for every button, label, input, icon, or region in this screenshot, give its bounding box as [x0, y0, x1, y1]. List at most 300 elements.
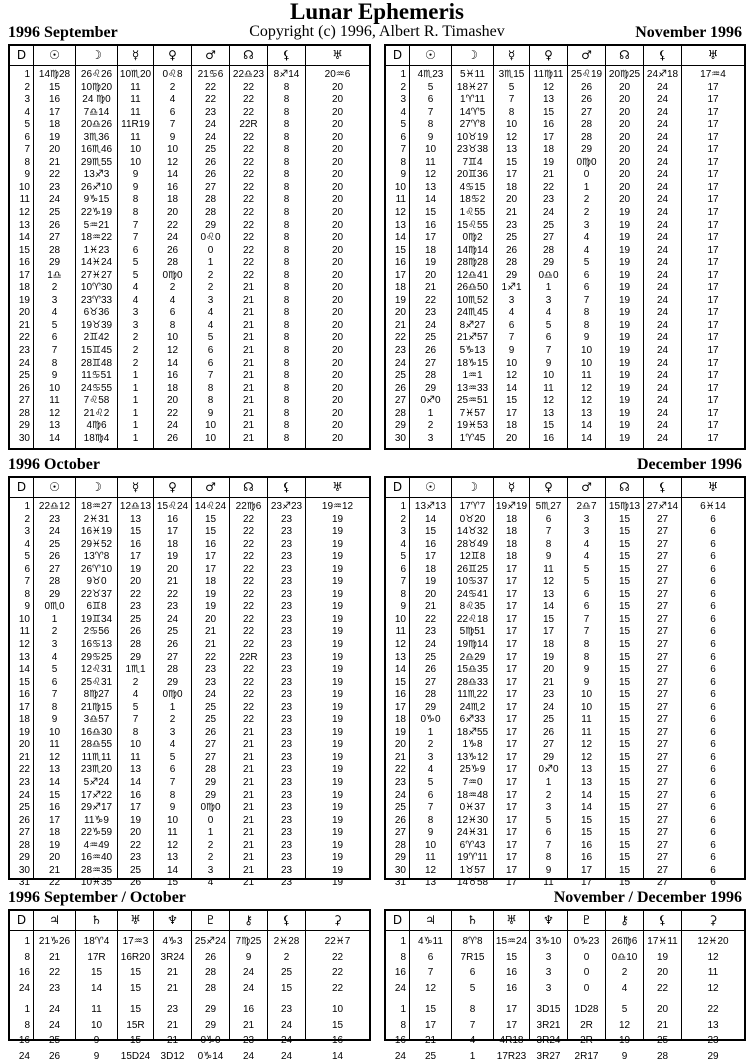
table-cell: 20♍25 — [606, 69, 643, 82]
table-cell: 11 — [34, 739, 75, 752]
table-cell: 0♑0 — [410, 714, 451, 727]
table-cell: 8♌35 — [452, 601, 493, 614]
table-cell: 0♑0 — [192, 1033, 229, 1049]
table-cell: 1 — [118, 420, 153, 433]
table-cell: 17 — [494, 614, 529, 627]
table-cell: 26 — [192, 727, 229, 740]
table-cell: 5♍51 — [452, 626, 493, 639]
table-cell: 7 — [154, 777, 191, 790]
table-cell: 19 — [306, 802, 369, 815]
table-cell: 17 — [682, 182, 744, 195]
table-cell: 28 — [154, 257, 191, 270]
day-number: 23 — [10, 777, 33, 790]
table-column — [118, 478, 154, 878]
column-header-2: ☽ — [76, 46, 117, 66]
table-cell: 10♏20 — [118, 69, 153, 82]
day-number: 26 — [10, 815, 33, 828]
day-number: 28 — [386, 840, 409, 853]
table-cell: 29 — [192, 1018, 229, 1034]
table-cell: 20 — [606, 157, 643, 170]
table-cell: 15 — [606, 526, 643, 539]
table-cell: 24 — [410, 320, 451, 333]
table-cell: 25 — [118, 865, 153, 878]
table-cell: 22♎12 — [34, 501, 75, 514]
table-cell: 15 — [192, 526, 229, 539]
table-cell: 3♏15 — [494, 69, 529, 82]
day-number: 26 — [386, 383, 409, 396]
table-cell: 22 — [154, 589, 191, 602]
table-cell: 4 — [568, 232, 605, 245]
table-cell: 20 — [606, 132, 643, 145]
table-cell: 22 — [410, 295, 451, 308]
table-cell: 8 — [268, 82, 305, 95]
column-header-6: ⚷ — [606, 911, 643, 931]
table-cell: 19 — [306, 626, 369, 639]
table-cell: 7 — [410, 802, 451, 815]
table-cell: 13 — [410, 182, 451, 195]
table-cell: 17 — [494, 764, 529, 777]
day-number: 1 — [386, 934, 409, 950]
table-cell: 8 — [268, 270, 305, 283]
table-cell: 7 — [568, 295, 605, 308]
table-cell: 21 — [644, 1018, 681, 1034]
column-header-0: D — [386, 46, 409, 66]
table-cell: 7 — [154, 119, 191, 132]
table-cell: 13 — [568, 764, 605, 777]
table-cell: 24 ♍0 — [76, 94, 117, 107]
table-cell: 17 — [494, 169, 529, 182]
table-cell: 17 — [682, 245, 744, 258]
table-cell: 22♓7 — [306, 934, 369, 950]
table-cell: 19 — [606, 383, 643, 396]
table-cell: 18 — [530, 144, 567, 157]
table-cell: 27 — [644, 601, 681, 614]
table-column — [530, 46, 568, 448]
table-cell: 17 — [494, 739, 529, 752]
table-cell: 15 — [606, 652, 643, 665]
table-cell: 7 — [568, 626, 605, 639]
day-number: 8 — [10, 157, 33, 170]
day-number: 1 — [386, 501, 409, 514]
column-body — [494, 66, 529, 448]
table-cell: 23 — [268, 714, 305, 727]
table-cell: 7 — [494, 94, 529, 107]
table-cell: 18♋2 — [452, 194, 493, 207]
day-number: 8 — [386, 157, 409, 170]
table-cell: 21 — [530, 677, 567, 690]
table-cell: 26 — [154, 639, 191, 652]
table-cell: 27 — [644, 764, 681, 777]
table-column — [410, 46, 452, 448]
table-cell: 28 — [568, 132, 605, 145]
table-cell: 1♈45 — [452, 433, 493, 446]
table-cell: 27 — [644, 576, 681, 589]
column-header-2: ♄ — [452, 911, 493, 931]
table-column — [452, 478, 494, 878]
table-cell: 24 — [34, 526, 75, 539]
day-number: 14 — [386, 232, 409, 245]
table-cell: 24 — [644, 107, 681, 120]
day-number: 20 — [10, 307, 33, 320]
table-cell: 15 — [268, 981, 305, 997]
table-cell: 19♊34 — [76, 614, 117, 627]
table-cell: 22 — [230, 144, 267, 157]
table-cell: 28 — [530, 245, 567, 258]
table-cell: 4♒49 — [76, 840, 117, 853]
table-cell: 10 — [154, 815, 191, 828]
table-cell: 23♏20 — [76, 764, 117, 777]
table-cell: 0♍0 — [154, 270, 191, 283]
table-cell: 9♉0 — [76, 576, 117, 589]
table-cell: 24♏45 — [452, 307, 493, 320]
table-cell: 6 — [154, 107, 191, 120]
table-cell: 24 — [530, 207, 567, 220]
table-cell: 1 — [118, 383, 153, 396]
table-cell: 26 — [34, 551, 75, 564]
table-cell: 22♍6 — [230, 501, 267, 514]
column-body — [644, 498, 681, 890]
table-cell: 24 — [34, 1002, 75, 1018]
table-cell: 27 — [644, 752, 681, 765]
day-number: 30 — [386, 433, 409, 446]
table-cell: 24 — [268, 1018, 305, 1034]
table-cell: 0♏0 — [34, 601, 75, 614]
table-cell: 6 — [682, 739, 744, 752]
table-cell: 19 — [606, 245, 643, 258]
table-cell: 15 — [606, 639, 643, 652]
table-cell: 19 — [644, 950, 681, 966]
table-column — [644, 478, 682, 878]
table-cell: 10♈30 — [76, 282, 117, 295]
table-columns — [386, 478, 744, 878]
table-cell: 27 — [410, 677, 451, 690]
table-cell: 2♊42 — [76, 332, 117, 345]
table-cell: 23 — [34, 514, 75, 527]
table-cell: 5 — [452, 981, 493, 997]
table-cell: 3 — [568, 220, 605, 233]
table-cell: 1 — [410, 727, 451, 740]
table-cell: 29 — [118, 652, 153, 665]
table-cell: 11 — [118, 752, 153, 765]
table-cell: 28♉49 — [452, 539, 493, 552]
table-cell: 7 — [34, 689, 75, 702]
column-body — [568, 66, 605, 448]
table-cell: 10♍20 — [76, 82, 117, 95]
table-cell: 18♒48 — [452, 790, 493, 803]
table-cell: 5 — [192, 332, 229, 345]
table-cell: 20 — [306, 295, 369, 308]
table-cell: 8 — [34, 702, 75, 715]
table-cell: 27 — [644, 664, 681, 677]
column-header-0: D — [10, 46, 33, 66]
table-cell: 8 — [530, 852, 567, 865]
table-cell: 10♉19 — [452, 132, 493, 145]
table-cell: 20 — [306, 270, 369, 283]
table-cell: 24 — [644, 420, 681, 433]
table-cell: 15 — [606, 539, 643, 552]
table-cell: 20 — [494, 194, 529, 207]
table-cell: 27 — [154, 652, 191, 665]
table-cell: 13 — [154, 852, 191, 865]
table-cell: 20 — [306, 182, 369, 195]
table-cell: 28♒35 — [76, 865, 117, 878]
table-cell: 20 — [306, 358, 369, 371]
table-cell: 8 — [568, 652, 605, 665]
table-cell: 6 — [682, 652, 744, 665]
table-cell: 27 — [644, 702, 681, 715]
column-body — [154, 66, 191, 448]
table-cell: 23 — [268, 840, 305, 853]
table-cell: 17 — [192, 564, 229, 577]
table-cell: 12 — [154, 157, 191, 170]
table-cell: 27 — [644, 652, 681, 665]
table-cell: 21♌2 — [76, 408, 117, 421]
table-cell: 21 — [230, 370, 267, 383]
table-cell: 22 — [230, 689, 267, 702]
column-body — [154, 498, 191, 890]
table-cell: 16♎30 — [76, 727, 117, 740]
table-cell: 8 — [192, 395, 229, 408]
column-header-0: D — [386, 478, 409, 498]
table-cell: 24 — [154, 420, 191, 433]
table-cell: 25 — [530, 714, 567, 727]
table-cell: 4 — [34, 307, 75, 320]
table-cell: 13♈8 — [76, 551, 117, 564]
day-number: 30 — [386, 865, 409, 878]
table-cell: 24♓31 — [452, 827, 493, 840]
column-header-6: ☊ — [606, 478, 643, 498]
column-body — [230, 498, 267, 890]
table-column — [192, 478, 230, 878]
table-cell: 1♏1 — [118, 664, 153, 677]
table-cell: 20 — [34, 852, 75, 865]
table-cell: 6 — [682, 639, 744, 652]
table-cell: 18 — [154, 539, 191, 552]
table-cell: 27 — [644, 614, 681, 627]
day-number: 29 — [10, 852, 33, 865]
table-cell: 15 — [606, 752, 643, 765]
table-cell: 23 — [34, 981, 75, 997]
table-cell: 4 — [192, 320, 229, 333]
table-cell: 19 — [118, 815, 153, 828]
table-cell: 17 — [34, 815, 75, 828]
table-cell: 9 — [230, 950, 267, 966]
table-cell: 28♎55 — [76, 739, 117, 752]
day-number: 22 — [386, 332, 409, 345]
table-cell: 19 — [306, 852, 369, 865]
table-cell: 15 — [606, 576, 643, 589]
table-column — [10, 911, 34, 1039]
table-column — [682, 478, 744, 878]
table-cell: 6 — [682, 727, 744, 740]
table-cell: 20 — [154, 207, 191, 220]
table-cell: 8 — [268, 433, 305, 446]
day-number: 8 — [386, 950, 409, 966]
table-cell: 20 — [606, 182, 643, 195]
table-cell: 17 — [494, 877, 529, 890]
table-cell: 28 — [154, 664, 191, 677]
table-cell: 15 — [606, 702, 643, 715]
table-cell: 17 — [682, 383, 744, 396]
table-cell: 20 — [410, 270, 451, 283]
table-cell: 6 — [682, 764, 744, 777]
table-cell: 9 — [410, 132, 451, 145]
table-cell: 25 — [192, 144, 229, 157]
table-cell: 8 — [268, 320, 305, 333]
table-cell: 20 — [306, 232, 369, 245]
day-number: 17 — [10, 270, 33, 283]
table-cell: 23 — [268, 626, 305, 639]
table-cell: 10 — [306, 1002, 369, 1018]
table-cell: 26 — [568, 94, 605, 107]
table-cell: 24 — [192, 689, 229, 702]
table-cell: 6 — [568, 589, 605, 602]
table-column — [268, 478, 306, 878]
table-cell: 21♐57 — [452, 332, 493, 345]
day-number: 30 — [10, 865, 33, 878]
table-cell: 11 — [682, 965, 744, 981]
table-column — [644, 911, 682, 1039]
table-cell: 21 — [230, 840, 267, 853]
table-cell: 29♓52 — [76, 539, 117, 552]
table-cell: 23♈33 — [76, 295, 117, 308]
table-cell: 7 — [530, 345, 567, 358]
table-cell: 15 — [530, 107, 567, 120]
table-cell: 23 — [268, 614, 305, 627]
table-cell: 22 — [118, 840, 153, 853]
table-cell: 15 — [606, 764, 643, 777]
table-cell: 5 — [34, 664, 75, 677]
table-cell: 20 — [306, 144, 369, 157]
table-cell: 7 — [118, 220, 153, 233]
day-number: 15 — [10, 677, 33, 690]
day-number: 17 — [386, 270, 409, 283]
table-cell: 7 — [530, 840, 567, 853]
day-number: 6 — [386, 132, 409, 145]
day-number: 31 — [386, 877, 409, 890]
column-header-7: ⚸ — [644, 478, 681, 498]
table-cell: 4 — [118, 295, 153, 308]
day-number: 7 — [10, 576, 33, 589]
day-number: 24 — [10, 1049, 33, 1064]
column-header-7: ⚸ — [268, 478, 305, 498]
table-cell: 8 — [268, 182, 305, 195]
table-cell: 7♍25 — [230, 934, 267, 950]
table-cell: 29 — [530, 257, 567, 270]
table-columns — [10, 478, 369, 878]
table-cell: 17 — [118, 551, 153, 564]
table-cell: 24 — [644, 82, 681, 95]
table-cell: 15 — [606, 790, 643, 803]
table-cell: 24♐18 — [644, 69, 681, 82]
table-cell: 21 — [410, 1033, 451, 1049]
table-cell: 11 — [530, 383, 567, 396]
table-cell: 22 — [34, 877, 75, 890]
table-cell: 19 — [306, 526, 369, 539]
table-cell: 22 — [230, 526, 267, 539]
table-cell: 29 — [494, 270, 529, 283]
day-number: 11 — [386, 194, 409, 207]
table-cell: 22 — [230, 207, 267, 220]
table-cell: 2 — [410, 739, 451, 752]
table-cell: 27 — [568, 107, 605, 120]
column-body — [10, 498, 33, 890]
table-cell: 3♏36 — [76, 132, 117, 145]
table-cell: 7 — [452, 1018, 493, 1034]
day-number: 7 — [386, 144, 409, 157]
day-number: 5 — [10, 551, 33, 564]
table-cell: 9 — [118, 182, 153, 195]
table-cell: 2 — [568, 194, 605, 207]
table-cell: 23 — [192, 664, 229, 677]
table-cell: 8 — [410, 119, 451, 132]
table-cell: 29 — [192, 1002, 229, 1018]
table-cell: 21 — [230, 295, 267, 308]
table-cell: 9 — [410, 827, 451, 840]
table-cell: 18 — [192, 576, 229, 589]
column-body — [306, 931, 369, 1064]
day-number: 23 — [10, 345, 33, 358]
table-cell: 0♐0 — [410, 395, 451, 408]
column-header-8: ⚳ — [306, 911, 369, 931]
table-cell: 14♍14 — [452, 245, 493, 258]
table-cell: 8 — [192, 383, 229, 396]
table-cell: 4 — [452, 1033, 493, 1049]
table-column — [530, 911, 568, 1039]
table-cell: 21 — [230, 395, 267, 408]
table-cell: 28 — [410, 689, 451, 702]
table-cell: 19 — [606, 395, 643, 408]
day-number: 27 — [386, 827, 409, 840]
table-cell: 23 — [118, 852, 153, 865]
table-cell: 9 — [568, 332, 605, 345]
table-cell: 1 — [452, 1049, 493, 1064]
table-cell: 15 — [606, 852, 643, 865]
column-header-1: ☉ — [410, 478, 451, 498]
table-cell: 17 — [410, 232, 451, 245]
table-cell: 19 — [34, 840, 75, 853]
column-header-8: ♅ — [682, 478, 744, 498]
table-column — [494, 46, 530, 448]
table-cell: 9 — [154, 802, 191, 815]
column-body — [118, 931, 153, 1064]
table-cell: 19 — [306, 589, 369, 602]
table-cell: 15 — [568, 815, 605, 828]
day-number: 27 — [10, 395, 33, 408]
table-cell: 12♊8 — [452, 551, 493, 564]
column-body — [34, 498, 75, 890]
table-cell: 17♈7 — [452, 501, 493, 514]
table-cell: 17 — [494, 1002, 529, 1018]
table-cell: 17 — [682, 370, 744, 383]
table-cell: 21 — [192, 639, 229, 652]
table-columns — [386, 911, 744, 1039]
table-cell: 25♐24 — [192, 934, 229, 950]
table-column — [34, 478, 76, 878]
day-number: 8 — [10, 950, 33, 966]
table-cell: 5 — [118, 270, 153, 283]
table-cell: 17♒4 — [682, 69, 744, 82]
table-column — [268, 911, 306, 1039]
table-cell: 17 — [568, 865, 605, 878]
table-cell: 23 — [268, 752, 305, 765]
table-cell: 19 — [530, 157, 567, 170]
table-cell: 15 — [606, 601, 643, 614]
table-cell: 20 — [606, 82, 643, 95]
table-cell: 6 — [682, 626, 744, 639]
table-outer-nov-dec — [384, 909, 746, 1041]
table-cell: 19 — [410, 576, 451, 589]
